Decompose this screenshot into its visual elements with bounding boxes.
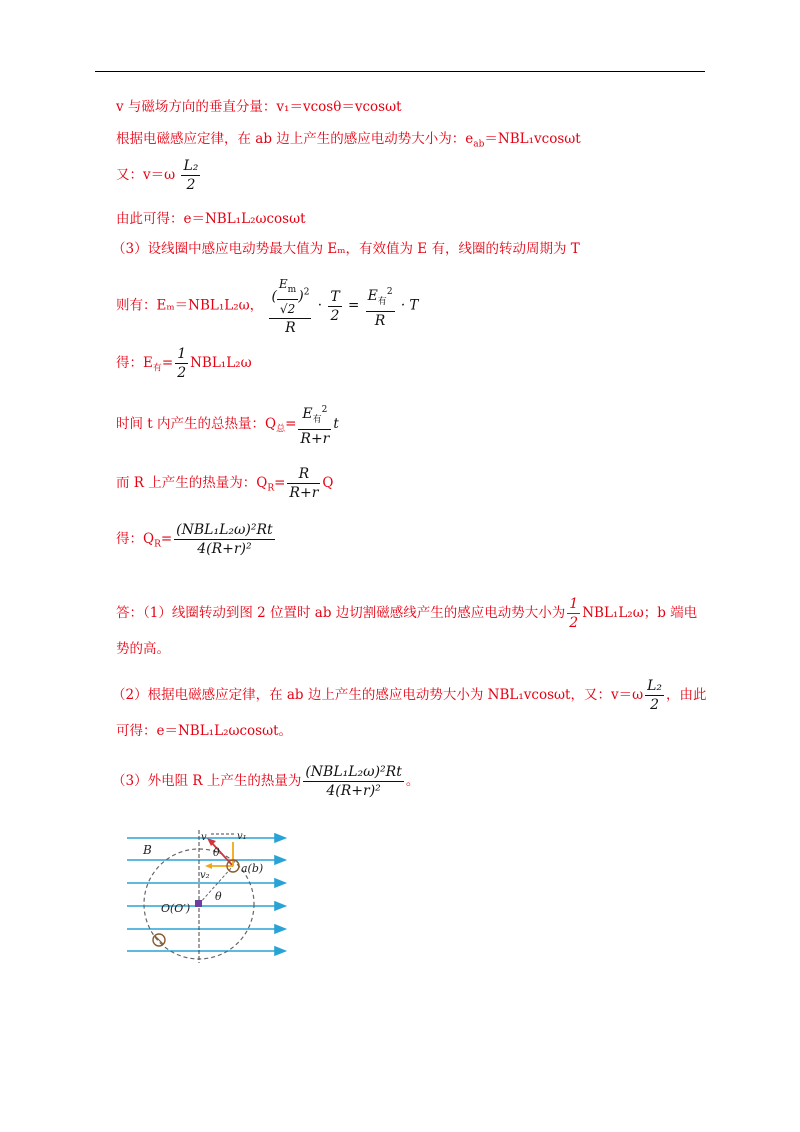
label-v1: v₁ [237,831,247,842]
fraction-em-sqrt2-over-R: ( $\frac{E_m}{√2}$ )$^2$ R [271,277,310,336]
line-E-effective: 得：$E_有=$ $\frac{1}{2}$ NBL₁L₂ω [116,346,252,381]
fraction-T-over-2: $\frac{T}{2}$ [330,288,340,324]
answer-part3: （3）外电阻 R 上产生的热量为 $\frac{\text{(NBL₁L₂ω)²Rt}}{\text{4(R+r)²}}$ 。 [112,764,420,799]
fraction-Eyou-sq-over-R: $\frac{E_有^2}{R}$ [366,284,395,329]
label-v2: v₂ [200,870,210,881]
line-velocity-component: v 与磁场方向的垂直分量：v₁＝vcosθ＝vcosωt [116,99,402,115]
label-O: O(O′) [161,902,191,915]
coil-in-field-figure [125,828,295,963]
line-emf-ab: 根据电磁感应定律，在 ab 边上产生的感应电动势大小为：$e_{ab}=NBL_1vcos\omega t$ [116,131,581,150]
label-theta-top: θ [213,846,220,859]
label-B: B [143,843,152,857]
fraction-R-over-Rr: $\frac{R}{R+r}$ [289,466,319,501]
fraction-heat-formula: $\frac{\text{(NBL₁L₂ω)²Rt}}{\text{4(R+r)²}}$ [176,522,273,557]
line-e-result: 由此可得：e＝NBL₁L₂ωcosωt [116,211,306,227]
label-v: v [201,832,207,843]
fraction-heat-answer: $\frac{\text{(NBL₁L₂ω)²Rt}}{\text{4(R+r)²}}$ [305,764,402,799]
line-heat-result: 得：$Q_R=$ $\frac{\text{(NBL₁L₂ω)²Rt}}{\text{4(R+r)²}}$ [116,522,273,557]
label-ab: a(b) [241,862,264,875]
line-part3-setup: （3）设线圈中感应电动势最大值为 Eₘ，有效值为 E 有，线圈的转动周期为 T [112,241,580,257]
line-rms-equation: 则有：Eₘ＝NBL₁L₂ω， ( $\frac{E_m}{√2}$ )$^2$ R · $\frac{T}{2}$ = $\frac{E_有^2}{R}$ · T [116,277,419,336]
answer-part1-cont: 势的高。 [116,641,170,657]
line-total-heat: 时间 t 内产生的总热量：$Q_总=$ $\frac{E_有^2}{R+r}$ t [116,402,339,447]
fraction-half-answer: $\frac{1}{2}$ [569,596,579,631]
answer-part2-cont: 可得：e＝NBL₁L₂ωcosωt。 [116,723,293,739]
answer-part2: （2）根据电磁感应定律，在 ab 边上产生的感应电动势大小为 NBL₁vcosωt，又：v＝ω $\frac{\text{L₂}}{2}$ ，由此 [112,678,707,713]
axis-center [195,900,202,907]
fraction-half: $\frac{1}{2}$ [177,346,187,381]
answer-part1: 答：（1）线圈转动到图 2 位置时 ab 边切割磁感线产生的感应电动势大小为 $\frac{1}{2}$ NBL₁L₂ω；b 端电 [116,596,698,631]
fraction-L2-over-2: $\frac{\text{L₂}}{2}$ [183,158,199,193]
fraction-L2-over-2-answer: $\frac{\text{L₂}}{2}$ [647,678,662,713]
label-theta-center: θ [215,890,222,903]
line-heat-in-R: 而 R 上产生的热量为：$Q_R=$ $\frac{R}{R+r}$ Q [116,466,334,501]
conductor-opposite-mark [155,936,163,944]
header-rule [95,71,705,72]
v2-arrowhead [205,863,212,869]
fraction-total-heat: $\frac{E_有^2}{R+r}$ [298,402,331,447]
line-v-equals: 又：v＝ω $\frac{\text{L₂}}{2}$ [116,158,199,193]
